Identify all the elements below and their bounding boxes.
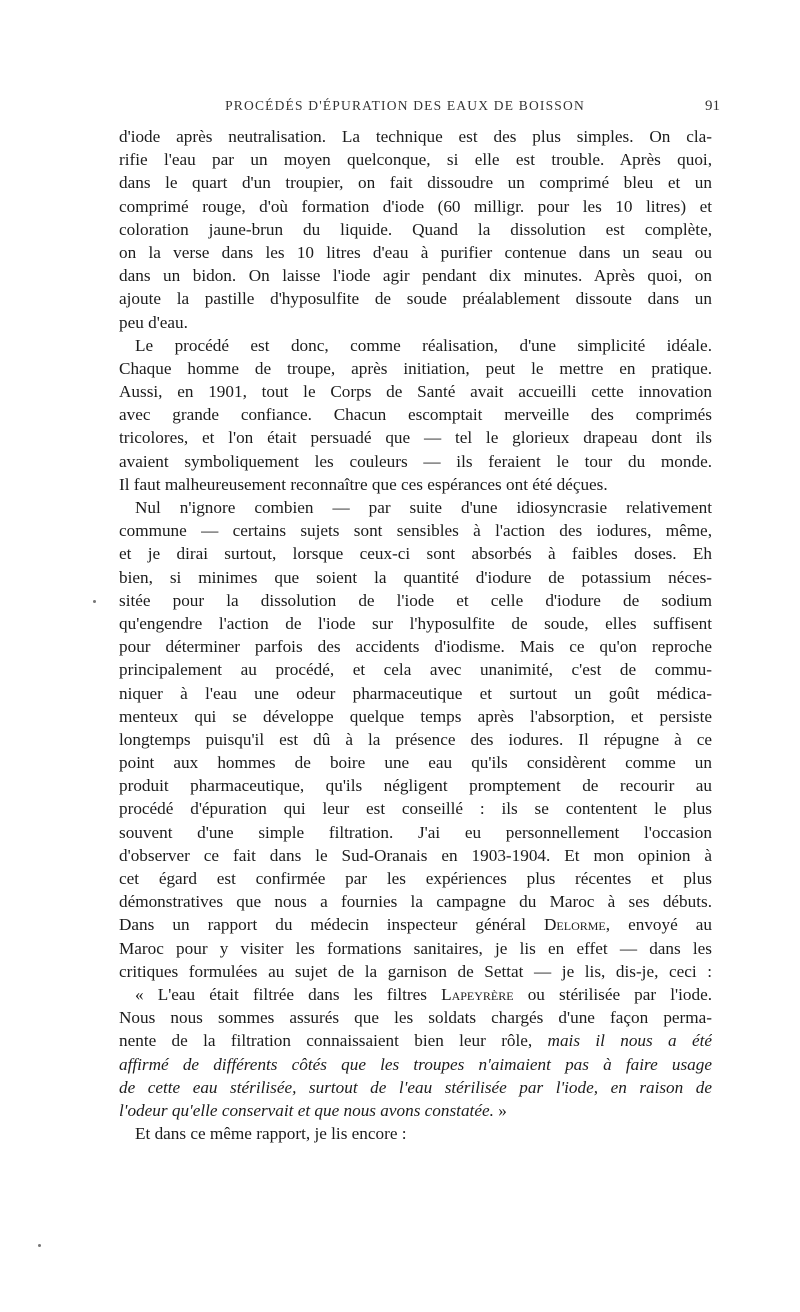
text-fragment: , envoyé au bbox=[605, 915, 712, 935]
page-header bbox=[120, 98, 720, 120]
scan-speck bbox=[93, 600, 96, 603]
text-fragment: « L'eau était filtrée dans les filtres bbox=[135, 984, 442, 1004]
page-number: 91 bbox=[705, 98, 720, 114]
scan-speck bbox=[38, 1244, 41, 1247]
text-line bbox=[119, 913, 712, 936]
text-line: coloration jaune-brun du liquide. Quand la dissolution est complète, bbox=[119, 219, 712, 239]
text-line: critiques formulées au sujet de la garnison de Settat — je lis, dis-je, ceci : bbox=[119, 961, 712, 981]
italic-line: de cette eau stérilisée, surtout de l'eau stérilisée par l'iode, en raison de bbox=[119, 1077, 712, 1097]
author-name-delorme: Delorme bbox=[544, 915, 606, 935]
text-line: Maroc pour y visiter les formations sanitaires, je lis en effet — dans les bbox=[119, 938, 712, 958]
text-line: cet égard est confirmée par les expériences plus récentes et plus bbox=[119, 869, 712, 888]
text-fragment: Dans un rapport du médecin inspecteur général bbox=[119, 915, 545, 935]
text-line: d'observer ce fait dans le Sud-Oranais en 1903-1904. Et mon opinion à bbox=[119, 845, 712, 865]
text-line: niquer à l'eau une odeur pharmaceutique et surtout un goût médica- bbox=[119, 683, 712, 703]
paragraph-2 bbox=[119, 334, 712, 496]
body-text bbox=[119, 125, 712, 1145]
text-fragment: nente de la filtration connaissaient bien leur rôle, bbox=[119, 1031, 548, 1051]
text-line: on la verse dans les 10 litres d'eau à purifier contenue dans un seau ou bbox=[119, 242, 712, 262]
text-line: d'iode après neutralisation. La technique est des plus simples. On cla- bbox=[119, 127, 712, 146]
text-line: souvent d'une simple filtration. J'ai eu personnellement l'occasion bbox=[119, 822, 712, 842]
text-line: qu'engendre l'action de l'iode sur l'hyposulfite de soude, elles suffisent bbox=[119, 613, 712, 633]
text-line: commune — certains sujets sont sensibles à l'action des iodures, même, bbox=[119, 521, 712, 541]
text-line bbox=[119, 983, 712, 1006]
paragraph-5 bbox=[119, 1122, 712, 1145]
text-line: dans le quart d'un troupier, on fait dissoudre un comprimé bleu et un bbox=[119, 173, 712, 193]
text-line: pour déterminer parfois des accidents d'iodisme. Mais ce qu'on reproche bbox=[119, 637, 712, 657]
filter-name-lapeyrere: Lapeyrère bbox=[441, 984, 514, 1004]
paragraph-4-quotation bbox=[119, 983, 712, 1122]
text-line: Il faut malheureusement reconnaître que ces espérances ont été déçues. bbox=[119, 474, 608, 494]
italic-fragment: l'odeur qu'elle conservait et que nous avons constatée. bbox=[119, 1100, 494, 1120]
text-line: peu d'eau. bbox=[119, 312, 188, 332]
text-line bbox=[119, 1099, 712, 1122]
text-line: comprimé rouge, d'où formation d'iode (60 milligr. pour les 10 litres) et bbox=[119, 196, 712, 216]
text-fragment: ou stérilisée par l'iode. bbox=[513, 984, 712, 1004]
italic-fragment: mais il nous a été bbox=[547, 1031, 712, 1051]
text-line: Chaque homme de troupe, après initiation, peut le mettre en pratique. bbox=[119, 358, 712, 378]
paragraph-3 bbox=[119, 496, 712, 983]
text-line: sitée pour la dissolution de l'iode et celle d'iodure de sodium bbox=[119, 590, 712, 610]
text-line: tricolores, et l'on était persuadé que — tel le glorieux drapeau dont ils bbox=[119, 428, 712, 448]
paragraph-1 bbox=[119, 125, 712, 334]
text-line: et je dirai surtout, lorsque ceux-ci sont absorbés à faibles doses. Eh bbox=[119, 544, 712, 564]
text-line: bien, si minimes que soient la quantité d'iodure de potassium néces- bbox=[119, 567, 712, 587]
text-line: dans un bidon. On laisse l'iode agir pendant dix minutes. Après quoi, on bbox=[119, 266, 712, 286]
italic-line: affirmé de différents côtés que les troupes n'aimaient pas à faire usage bbox=[119, 1054, 712, 1074]
text-line: rifie l'eau par un moyen quelconque, si elle est trouble. Après quoi, bbox=[119, 150, 712, 170]
text-fragment: » bbox=[493, 1100, 507, 1120]
text-line: procédé d'épuration qui leur est conseillé : ils se contentent le plus bbox=[119, 799, 712, 819]
text-line: Le procédé est donc, comme réalisation, d'une simplicité idéale. bbox=[135, 335, 712, 355]
text-line: Aussi, en 1901, tout le Corps de Santé avait accueilli cette innovation bbox=[119, 382, 712, 402]
text-line: principalement au procédé, et cela avec unanimité, c'est de commu- bbox=[119, 660, 712, 680]
text-line: avaient symboliquement les couleurs — ils feraient le tour du monde. bbox=[119, 451, 712, 471]
text-line: point aux hommes de boire une eau qu'ils considèrent comme un bbox=[119, 753, 712, 773]
text-line: démonstratives que nous a fournies la campagne du Maroc à ses débuts. bbox=[119, 892, 712, 912]
text-line: ajoute la pastille d'hyposulfite de soude préalablement dissoute dans un bbox=[119, 289, 712, 309]
text-line bbox=[119, 1029, 712, 1052]
text-line: Nous nous sommes assurés que les soldats chargés d'une façon perma- bbox=[119, 1008, 712, 1028]
running-head: PROCÉDÉS D'ÉPURATION DES EAUX DE BOISSON bbox=[225, 98, 585, 113]
text-line: produit pharmaceutique, qu'ils négligent promptement de recourir au bbox=[119, 776, 712, 796]
text-line: longtemps puisqu'il est dû à la présence des iodures. Il répugne à ce bbox=[119, 729, 712, 749]
text-line: Et dans ce même rapport, je lis encore : bbox=[135, 1124, 407, 1144]
text-line: avec grande confiance. Chacun escomptait merveille des comprimés bbox=[119, 405, 712, 425]
text-line: Nul n'ignore combien — par suite d'une idiosyncrasie relativement bbox=[135, 498, 712, 517]
text-line: menteux qui se développe quelque temps après l'absorption, et persiste bbox=[119, 706, 712, 726]
